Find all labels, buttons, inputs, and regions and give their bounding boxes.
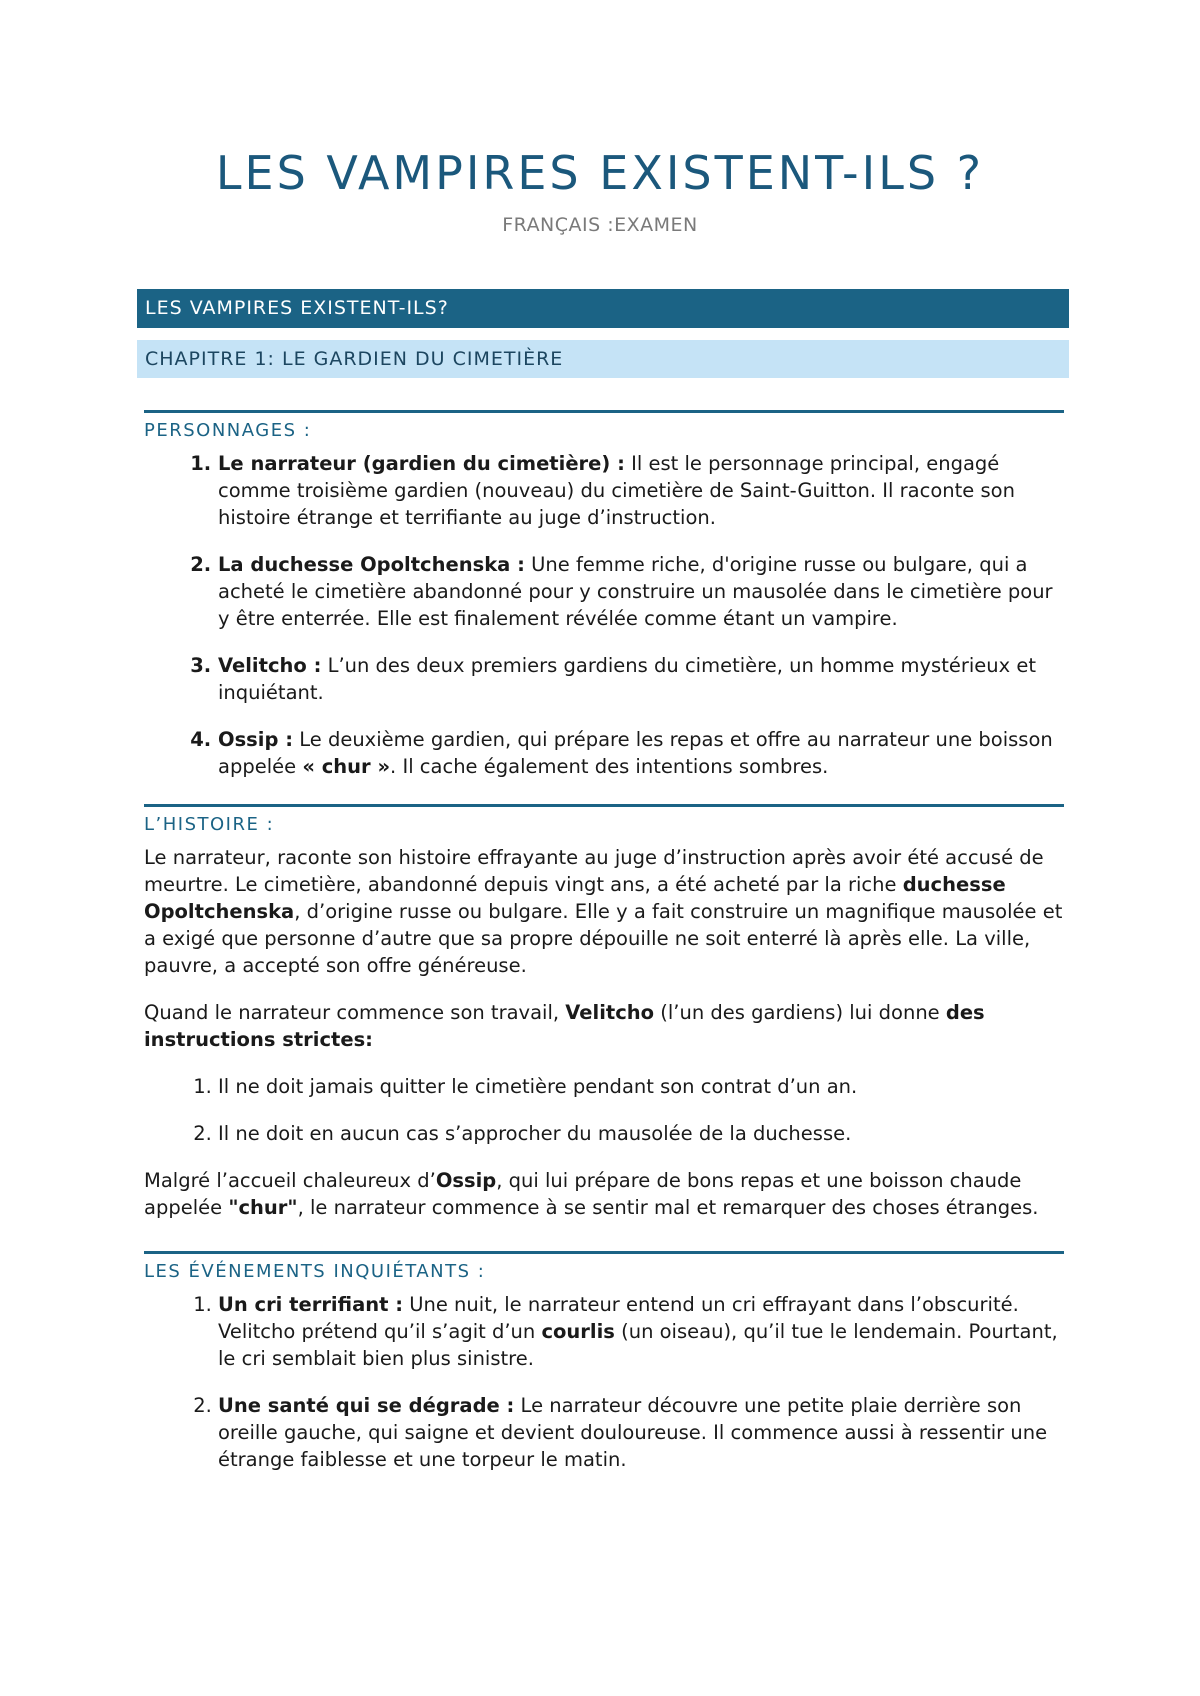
list-item [218, 551, 1064, 632]
section-divider [144, 804, 1064, 807]
list-item [218, 726, 1064, 780]
bold-run: duchesse Opoltchenska [144, 873, 1006, 923]
document-title: LES VAMPIRES EXISTENT-ILS ? [215, 146, 985, 200]
story-paragraph [144, 999, 1064, 1053]
characters-list [144, 450, 1064, 780]
character-name: La duchesse Opoltchenska : [218, 553, 525, 576]
event-name: Un cri terrifiant : [218, 1293, 404, 1316]
section-evenements [144, 1251, 1064, 1473]
heading-band-title: LES VAMPIRES EXISTENT-ILS? [137, 289, 1069, 328]
bold-run: des instructions strictes: [144, 1001, 985, 1051]
section-divider [144, 1251, 1064, 1254]
event-description: Le narrateur découvre une petite plaie derrière son oreille gauche, qui saigne et devient douloureuse. Il commence aussi à ressentir une étrange faiblesse et une torpeur le matin. [218, 1394, 1048, 1471]
rules-list [144, 1073, 1064, 1147]
list-item [218, 1291, 1064, 1372]
text-run: , d’origine russe ou bulgare. Elle y a fait construire un magnifique mausolée et a exigé que personne d’autre que sa propre dépouille ne soit enterré là après elle. La ville, pauvre, a accepté son offre généreuse. [144, 900, 1063, 977]
list-item [218, 450, 1064, 531]
section-divider [144, 410, 1064, 413]
section-heading: PERSONNAGES : [144, 420, 312, 441]
heading-band-chapter: CHAPITRE 1: LE GARDIEN DU CIMETIÈRE [137, 340, 1069, 378]
character-name: Ossip : [218, 728, 294, 751]
section-heading: LES ÉVÉNEMENTS INQUIÉTANTS : [144, 1261, 486, 1282]
bold-run: Ossip [435, 1169, 497, 1192]
text-run: Quand le narrateur commence son travail, [144, 1001, 566, 1024]
text-run: Le narrateur, raconte son histoire effrayante au juge d’instruction après avoir été accusé de meurtre. Le cimetière, abandonné depuis vingt ans, a été acheté par la riche [144, 846, 1044, 896]
story-paragraph [144, 844, 1064, 979]
drink-name: « chur » [302, 755, 391, 778]
event-description-end: (un oiseau), qu’il tue le lendemain. Pourtant, le cri semblait bien plus sinistre. [218, 1320, 1058, 1370]
events-list [144, 1291, 1064, 1473]
event-description: Une nuit, le narrateur entend un cri effrayant dans l’obscurité. Velitcho prétend qu’il s’agit d’un [218, 1293, 1019, 1343]
bold-run: "chur" [228, 1196, 298, 1219]
section-personnages [144, 410, 1064, 780]
character-description: L’un des deux premiers gardiens du cimetière, un homme mystérieux et inquiétant. [218, 654, 1037, 704]
story-paragraph [144, 1167, 1064, 1221]
list-item: 1. Il ne doit jamais quitter le cimetière pendant son contrat d’un an. [218, 1073, 1064, 1100]
character-description: Une femme riche, d'origine russe ou bulgare, qui a acheté le cimetière abandonné pour y construire un mausolée dans le cimetière pour y être enterrée. Elle est finalement révélée comme étant un vampire. [218, 553, 1053, 630]
text-run: Malgré l’accueil chaleureux d’ [144, 1169, 436, 1192]
text-run: , qui lui prépare de bons repas et une boisson chaude appelée [144, 1169, 1022, 1219]
document-subtitle: FRANÇAIS :EXAMEN [502, 214, 698, 236]
section-histoire [144, 804, 1064, 1221]
text-run: , le narrateur commence à se sentir mal et remarquer des choses étranges. [297, 1196, 1039, 1219]
text-run: (l’un des gardiens) lui donne [654, 1001, 946, 1024]
character-name: Velitcho : [218, 654, 322, 677]
section-heading: L’HISTOIRE : [144, 814, 275, 835]
character-name: Le narrateur (gardien du cimetière) : [218, 452, 625, 475]
list-item: 2. Il ne doit en aucun cas s’approcher du mausolée de la duchesse. [218, 1120, 1064, 1147]
bold-run: Velitcho [565, 1001, 655, 1024]
list-item [218, 652, 1064, 706]
document-body [144, 410, 1064, 1493]
character-description-end: . Il cache également des intentions sombres. [390, 755, 829, 778]
character-description: Le deuxième gardien, qui prépare les repas et offre au narrateur une boisson appelée [218, 728, 1053, 778]
list-item [218, 1392, 1064, 1473]
event-name: Une santé qui se dégrade : [218, 1394, 515, 1417]
bold-run: courlis [541, 1320, 615, 1343]
character-description: Il est le personnage principal, engagé comme troisième gardien (nouveau) du cimetière de Saint-Guitton. Il raconte son histoire étrange et terrifiante au juge d’instruction. [218, 452, 1015, 529]
